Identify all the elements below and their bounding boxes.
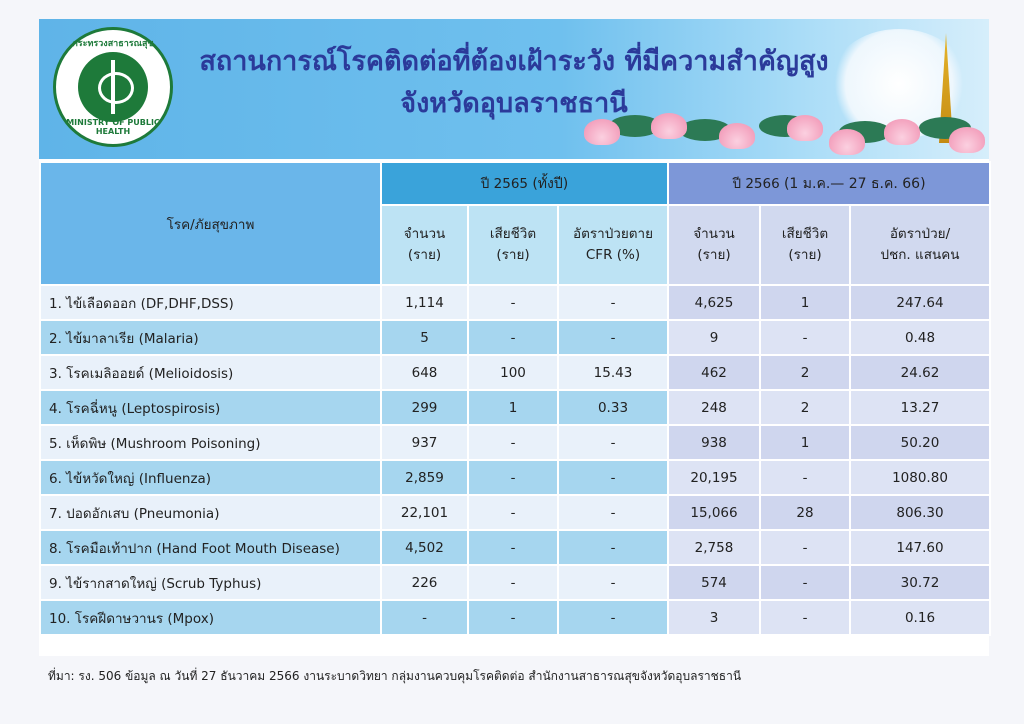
- cases-2566: 15,066: [668, 495, 760, 530]
- cases-2566: 2,758: [668, 530, 760, 565]
- disease-name: 4. โรคฉี่หนู (Leptospirosis): [40, 390, 381, 425]
- lotus-decoration: [949, 127, 985, 153]
- cases-2565-header: จำนวน (ราย): [381, 205, 468, 285]
- rate-2566: 247.64: [850, 285, 990, 320]
- table-row: [40, 355, 990, 390]
- deaths-2565: -: [468, 600, 558, 635]
- deaths-2565-header: เสียชีวิต (ราย): [468, 205, 558, 285]
- cfr-2565: -: [558, 530, 668, 565]
- table-row: [40, 495, 990, 530]
- cfr-2565: -: [558, 495, 668, 530]
- header-banner: [39, 19, 989, 159]
- disease-name: 6. ไข้หวัดใหญ่ (Influenza): [40, 460, 381, 495]
- rate-2566: 50.20: [850, 425, 990, 460]
- disease-name: 9. ไข้รากสาดใหญ่ (Scrub Typhus): [40, 565, 381, 600]
- table-row: [40, 285, 990, 320]
- cases-2566: 20,195: [668, 460, 760, 495]
- cases-2565: 22,101: [381, 495, 468, 530]
- cases-2565: 2,859: [381, 460, 468, 495]
- page-title: สถานการณ์โรคติดต่อที่ต้องเฝ้าระวัง ที่มีความสำคัญสูง: [199, 46, 829, 77]
- cases-2566: 9: [668, 320, 760, 355]
- disease-name: 2. ไข้มาลาเรีย (Malaria): [40, 320, 381, 355]
- cases-2565: 226: [381, 565, 468, 600]
- deaths-2565: -: [468, 320, 558, 355]
- disease-name: 3. โรคเมลิออยด์ (Melioidosis): [40, 355, 381, 390]
- logo-bottom-text: MINISTRY OF PUBLIC HEALTH: [66, 118, 160, 136]
- deaths-2565: -: [468, 495, 558, 530]
- year-2565-header: ปี 2565 (ทั้งปี): [381, 162, 668, 205]
- cfr-2565: 0.33: [558, 390, 668, 425]
- rate-2566: 0.16: [850, 600, 990, 635]
- rate-2566: 24.62: [850, 355, 990, 390]
- disease-name: 5. เห็ดพิษ (Mushroom Poisoning): [40, 425, 381, 460]
- deaths-2565: -: [468, 285, 558, 320]
- deaths-2565: -: [468, 565, 558, 600]
- deaths-2566: -: [760, 600, 850, 635]
- disease-table: [39, 161, 991, 636]
- disease-name: 8. โรคมือเท้าปาก (Hand Foot Mouth Disease): [40, 530, 381, 565]
- rate-2566: 30.72: [850, 565, 990, 600]
- infographic-frame: [39, 19, 989, 656]
- cases-2565: 648: [381, 355, 468, 390]
- deaths-2565: -: [468, 530, 558, 565]
- cases-2566: 248: [668, 390, 760, 425]
- cases-2566: 462: [668, 355, 760, 390]
- page-subtitle: จังหวัดอุบลราชธานี: [400, 88, 628, 119]
- lotus-decoration: [719, 123, 755, 149]
- rate-2566: 147.60: [850, 530, 990, 565]
- table-row: [40, 530, 990, 565]
- rate-2566-header: อัตราป่วย/ ปชก. แสนคน: [850, 205, 990, 285]
- cfr-2565: -: [558, 565, 668, 600]
- cases-2566: 3: [668, 600, 760, 635]
- cases-2565: 299: [381, 390, 468, 425]
- rate-2566: 13.27: [850, 390, 990, 425]
- cases-2566: 574: [668, 565, 760, 600]
- cases-2565: 1,114: [381, 285, 468, 320]
- cfr-2565: -: [558, 600, 668, 635]
- cfr-2565: -: [558, 460, 668, 495]
- cases-2566: 4,625: [668, 285, 760, 320]
- logo-top-text: กระทรวงสาธารณสุข: [72, 39, 154, 49]
- cfr-2565: 15.43: [558, 355, 668, 390]
- disease-name: 10. โรคฝีดาษวานร (Mpox): [40, 600, 381, 635]
- cases-2566: 938: [668, 425, 760, 460]
- cfr-2565: -: [558, 320, 668, 355]
- table-row: [40, 390, 990, 425]
- deaths-2566: -: [760, 320, 850, 355]
- deaths-2566-header: เสียชีวิต (ราย): [760, 205, 850, 285]
- source-note: ที่มา: รง. 506 ข้อมูล ณ วันที่ 27 ธันวาคม 2566 งานระบาดวิทยา กลุ่มงานควบคุมโรคติดต่อ สำนักงานสาธารณสุขจังหวัดอุบลราชธานี: [48, 669, 742, 683]
- table-row: [40, 460, 990, 495]
- lotus-decoration: [829, 129, 865, 155]
- cases-2566-header: จำนวน (ราย): [668, 205, 760, 285]
- deaths-2566: 1: [760, 425, 850, 460]
- deaths-2565: 100: [468, 355, 558, 390]
- cfr-2565: -: [558, 285, 668, 320]
- disease-column-header: โรค/ภัยสุขภาพ: [40, 162, 381, 285]
- cases-2565: 5: [381, 320, 468, 355]
- deaths-2565: -: [468, 425, 558, 460]
- deaths-2566: -: [760, 565, 850, 600]
- deaths-2566: 2: [760, 355, 850, 390]
- deaths-2566: 28: [760, 495, 850, 530]
- deaths-2566: -: [760, 460, 850, 495]
- cfr-2565-header: อัตราป่วยตาย CFR (%): [558, 205, 668, 285]
- disease-name: 1. ไข้เลือดออก (DF,DHF,DSS): [40, 285, 381, 320]
- table-row: [40, 320, 990, 355]
- cfr-2565: -: [558, 425, 668, 460]
- deaths-2565: -: [468, 460, 558, 495]
- deaths-2566: 2: [760, 390, 850, 425]
- disease-name: 7. ปอดอักเสบ (Pneumonia): [40, 495, 381, 530]
- cases-2565: 937: [381, 425, 468, 460]
- rate-2566: 806.30: [850, 495, 990, 530]
- table-row: [40, 600, 990, 635]
- rate-2566: 0.48: [850, 320, 990, 355]
- cases-2565: -: [381, 600, 468, 635]
- deaths-2566: 1: [760, 285, 850, 320]
- cases-2565: 4,502: [381, 530, 468, 565]
- deaths-2565: 1: [468, 390, 558, 425]
- table-row: [40, 565, 990, 600]
- table-row: [40, 425, 990, 460]
- deaths-2566: -: [760, 530, 850, 565]
- year-2566-header: ปี 2566 (1 ม.ค.— 27 ธ.ค. 66): [668, 162, 990, 205]
- rate-2566: 1080.80: [850, 460, 990, 495]
